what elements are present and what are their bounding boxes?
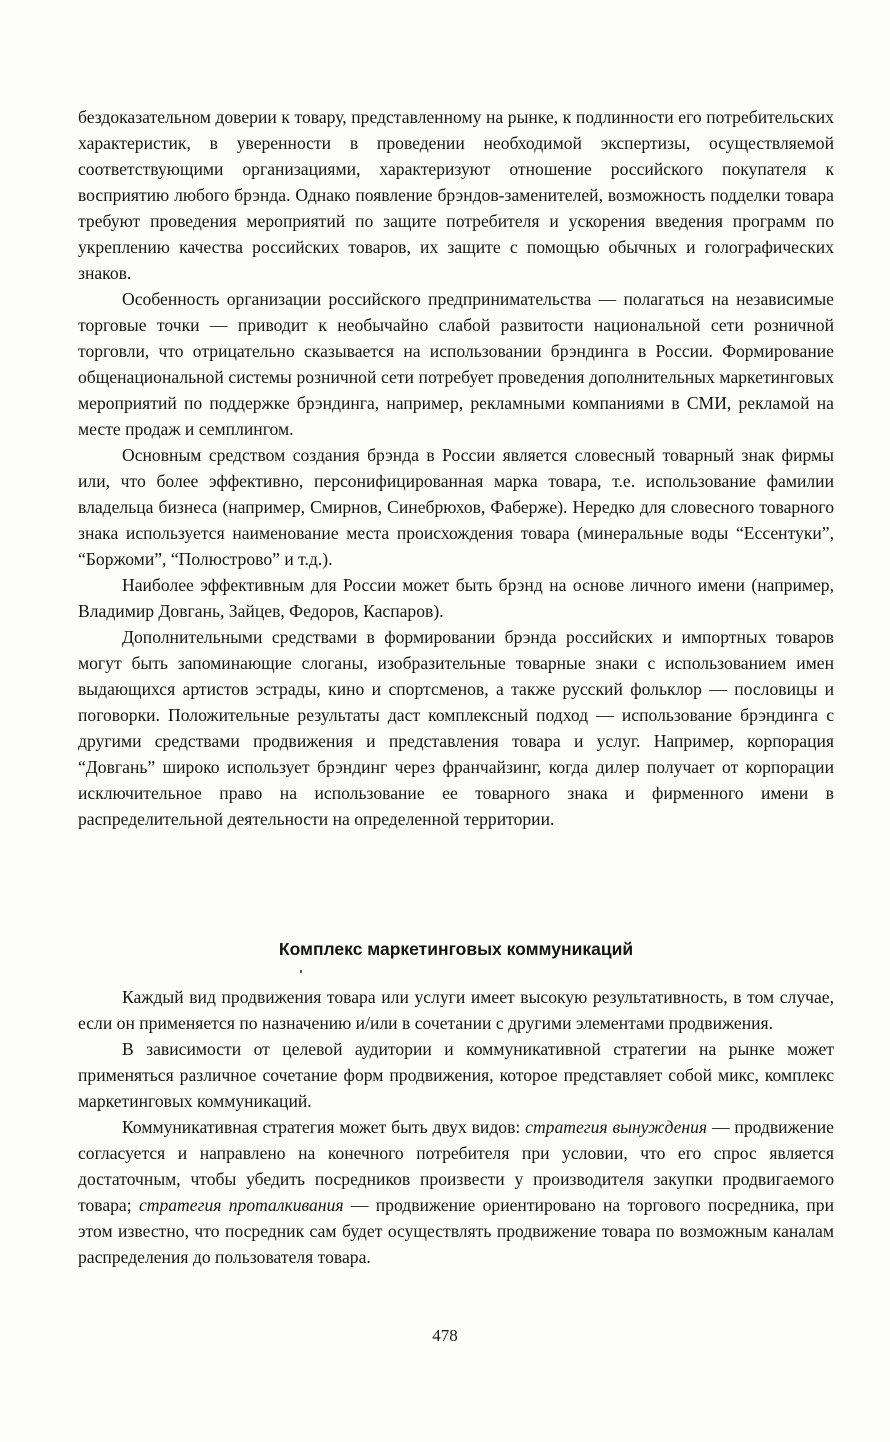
section-heading: Комплекс маркетинговых коммуникаций — [278, 939, 634, 959]
paragraph-brand-creation: Основным средством создания брэнда в России является словесный товарный знак фирмы или, что более эффективно, персонифицированная марка товара, т.е. использование фамилии владельца бизнеса (например, Смирнов, Синебрюхов, Фаберже). Нередко для словесного товарного знака используется наименование места происхождения товара (минеральные воды “Ессентуки”, “Боржоми”, “Полюстрово” и т.д.). — [78, 445, 834, 569]
paragraph-promotion-effectiveness: Каждый вид продвижения товара или услуги имеет высокую результативность, в том случае, если он применяется по назначению и/или в сочетании с другими элементами продвижения. — [78, 987, 834, 1033]
paragraph-communication-strategy — [78, 1114, 834, 1270]
paragraph-entrepreneurship: Особенность организации российского предпринимательства — полагаться на независимые торговые точки — приводит к необычайно слабой развитости национальной сети розничной торговли, что отрицательно сказывается на использовании брэндинга в России. Формирование общенациональной системы розничной сети потребует проведения дополнительных маркетинговых мероприятий по поддержке брэндинга, например, рекламными компаниями в СМИ, рекламой на месте продаж и семплингом. — [78, 289, 834, 439]
strategy-text-part3: — продвижение ориентировано на торгового посредника, при этом известно, что посредник сам будет осуществлять продвижение товара по возможным каналам распределения до пользователя товара. — [78, 1195, 835, 1267]
body-text-bottom — [78, 984, 834, 1270]
strategy-term-push: стратегия проталкивания — [138, 1195, 344, 1215]
strategy-term-pull: стратегия вынуждения — [525, 1117, 708, 1137]
page-number: 478 — [432, 1326, 458, 1345]
paragraph-continued: бездоказательном доверии к товару, представленному на рынке, к подлинности его потребительских характеристик, в уверенности в проведении необходимой экспертизы, осуществляемой соответствующими организациями, характеризуют отношение российского покупателя к восприятию любого брэнда. Однако появление брэндов-заменителей, возможность подделки товара требуют проведения мероприятий по защите потребителя и ускорения введения программ по укреплению качества российских товаров, их защите с помощью обычных и голографических знаков. — [78, 107, 834, 283]
strategy-text-part2: — продвижение согласуется и направлено на конечного потребителя при условии, что его спрос является достаточным, чтобы убедить посредников произвести у производителя закупки продвигаемого товара; — [78, 1117, 834, 1215]
strategy-text-part1: Коммуникативная стратегия может быть двух видов: — [122, 1117, 526, 1137]
paragraph-audience-strategy: В зависимости от целевой аудитории и коммуникативной стратегии на рынке может применяться различное сочетание форм продвижения, которое представляет собой микс, комплекс маркетинговых коммуникаций. — [78, 1039, 834, 1111]
body-text-top — [78, 104, 834, 832]
paragraph-additional-means: Дополнительными средствами в формировании брэнда российских и импортных товаров могут быть запоминающие слоганы, изобразительные товарные знаки с использованием имен выдающихся артистов эстрады, кино и спортсменов, а также русский фольклор — пословицы и поговорки. Положительные результаты даст комплексный подход — использование брэндинга с другими средствами продвижения и представления товара и услуг. Например, корпорация “Довгань” широко использует брэндинг через франчайзинг, когда дилер получает от корпорации исключительное право на использование ее товарного знака и фирменного имени в распределительной деятельности на определенной территории. — [78, 627, 834, 829]
print-speck — [300, 970, 302, 973]
paragraph-personal-name-brand: Наиболее эффективным для России может быть брэнд на основе личного имени (например, Владимир Довгань, Зайцев, Федоров, Каспаров). — [78, 575, 834, 621]
